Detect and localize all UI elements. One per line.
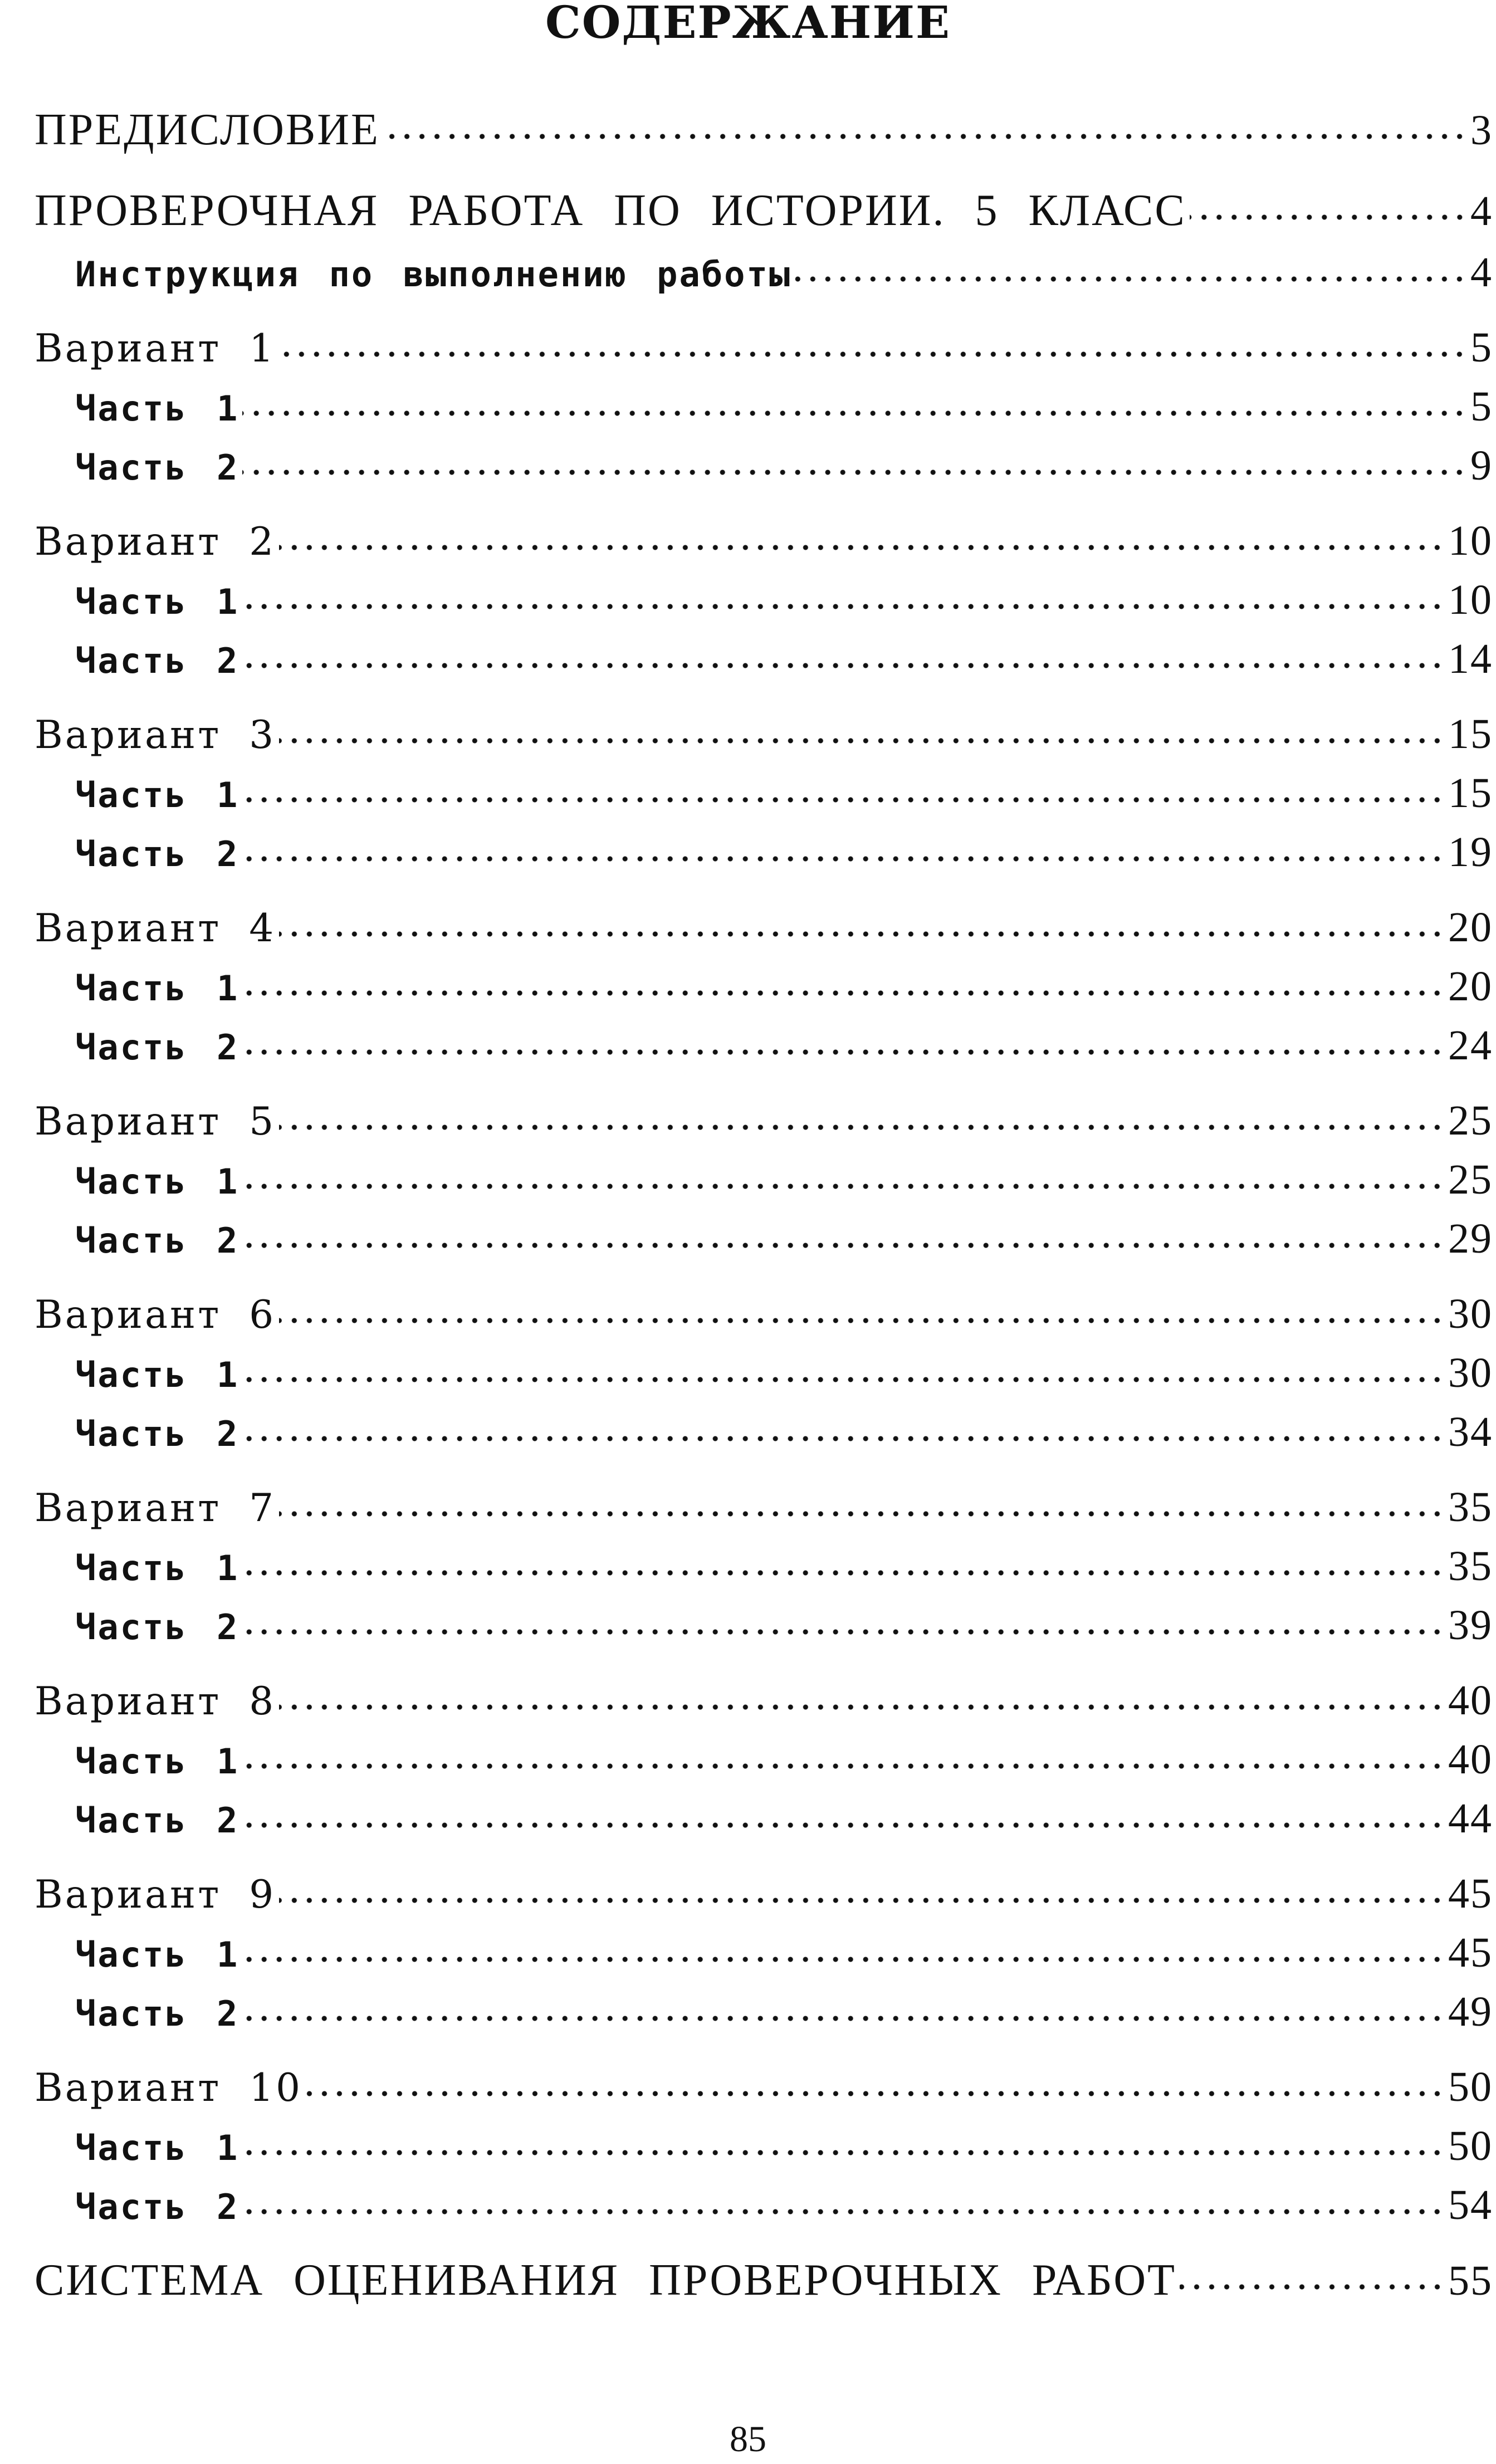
toc-entry-label: Вариант 10 [35, 2066, 303, 2110]
toc-entry-variant[interactable] [35, 1675, 1493, 1726]
toc-entry-label: Вариант 1 [35, 326, 276, 371]
dot-leader [279, 1895, 1445, 1906]
toc-entry-part[interactable] [75, 633, 1493, 685]
toc-entry-page: 4 [1470, 249, 1493, 296]
toc-entry-label: Часть 1 [75, 775, 239, 815]
toc-entry-label: Часть 1 [75, 1161, 239, 1202]
toc-entry-label: ПРЕДИСЛОВИЕ [35, 105, 380, 154]
dot-leader [242, 2147, 1445, 2158]
toc-entry-label: Часть 2 [75, 1220, 239, 1261]
toc-entry-variant[interactable] [35, 708, 1493, 760]
dot-leader [279, 928, 1445, 940]
dot-leader [279, 1122, 1445, 1133]
toc-entry-part[interactable] [75, 1406, 1493, 1458]
toc-entry-label: Часть 2 [75, 1993, 239, 2034]
toc-entry-grading-system[interactable] [35, 2255, 1493, 2306]
toc-entry-variant[interactable] [35, 1482, 1493, 1533]
toc-entry-part[interactable] [75, 440, 1493, 491]
dot-leader [242, 1626, 1445, 1637]
toc-entry-label: Часть 1 [75, 1934, 239, 1975]
toc-entry-part[interactable] [75, 1927, 1493, 1978]
toc-entry-preface[interactable] [35, 104, 1493, 155]
toc-entry-part[interactable] [75, 574, 1493, 625]
toc-entry-instructions[interactable] [75, 247, 1493, 298]
toc-entry-label: Часть 2 [75, 1607, 239, 1647]
toc-entry-page: 29 [1448, 1215, 1493, 1262]
toc-entry-page: 5 [1470, 324, 1493, 371]
dot-leader [383, 131, 1467, 142]
dot-leader [279, 349, 1467, 360]
toc-entry-label: Часть 1 [75, 1741, 239, 1782]
dot-leader [242, 794, 1445, 805]
toc-entry-page: 45 [1448, 1929, 1493, 1976]
dot-leader [242, 1240, 1445, 1251]
toc-entry-page: 14 [1448, 635, 1493, 682]
toc-entry-part[interactable] [75, 1347, 1493, 1399]
toc-entry-label: Часть 1 [75, 1355, 239, 1395]
dot-leader [242, 987, 1445, 999]
toc-entry-label: Часть 2 [75, 1414, 239, 1454]
toc-entry-label: Инструкция по выполнению работы [75, 254, 792, 295]
toc-entry-page: 40 [1448, 1677, 1493, 1724]
toc-entry-part[interactable] [75, 1020, 1493, 1071]
toc-entry-label: СИСТЕМА ОЦЕНИВАНИЯ ПРОВЕРОЧНЫХ РАБОТ [35, 2256, 1176, 2305]
toc-entry-label: Вариант 6 [35, 1293, 276, 1337]
toc-entry-page: 10 [1448, 517, 1493, 564]
dot-leader [242, 1181, 1445, 1192]
toc-entry-label: Часть 1 [75, 581, 239, 622]
toc-entry-part[interactable] [75, 1154, 1493, 1205]
toc-entry-part[interactable] [75, 827, 1493, 878]
page-number: 85 [730, 2419, 766, 2460]
toc-entry-part[interactable] [75, 1541, 1493, 1592]
dot-leader [242, 1820, 1445, 1831]
toc-entry-page: 39 [1448, 1602, 1493, 1649]
toc-entry-page: 50 [1448, 2064, 1493, 2110]
dot-leader [242, 1433, 1445, 1444]
dot-leader [279, 1508, 1445, 1519]
toc-entry-label: Часть 1 [75, 2128, 239, 2168]
toc-entry-label: Вариант 4 [35, 906, 276, 951]
dot-leader [242, 601, 1445, 612]
toc-entry-page: 3 [1470, 107, 1493, 154]
toc-entry-page: 9 [1470, 442, 1493, 489]
dot-leader [242, 2206, 1445, 2217]
toc-entry-label: ПРОВЕРОЧНАЯ РАБОТА ПО ИСТОРИИ. 5 КЛАСС [35, 186, 1186, 235]
toc-entry-page: 30 [1448, 1290, 1493, 1337]
toc-entry-page: 55 [1448, 2257, 1493, 2304]
toc-entry-page: 20 [1448, 963, 1493, 1010]
toc-entry-page: 40 [1448, 1736, 1493, 1783]
toc-entry-page: 35 [1448, 1484, 1493, 1531]
dot-leader [279, 1702, 1445, 1713]
dot-leader [306, 2088, 1445, 2099]
dot-leader [279, 735, 1445, 746]
dot-leader [242, 408, 1467, 419]
toc-entry-label: Вариант 2 [35, 520, 276, 564]
page-title: СОДЕРЖАНИЕ [545, 0, 951, 48]
toc-entry-label: Часть 2 [75, 1027, 239, 1068]
dot-leader [1190, 212, 1467, 223]
toc-entry-part[interactable] [75, 1600, 1493, 1651]
toc-entry-variant[interactable] [35, 2061, 1493, 2113]
toc-entry-label: Часть 2 [75, 1800, 239, 1841]
dot-leader [279, 542, 1445, 553]
toc-entry-label: Часть 1 [75, 388, 239, 429]
dot-leader [242, 660, 1445, 671]
toc-entry-page: 4 [1470, 188, 1493, 234]
toc-entry-part[interactable] [75, 2120, 1493, 2172]
toc-entry-label: Вариант 5 [35, 1099, 276, 1144]
toc-entry-label: Вариант 9 [35, 1873, 276, 1917]
toc-entry-label: Вариант 3 [35, 713, 276, 757]
toc-entry-variant[interactable] [35, 515, 1493, 566]
dot-leader [242, 467, 1467, 478]
toc-entry-page: 5 [1470, 383, 1493, 430]
toc-entry-part[interactable] [75, 1213, 1493, 1264]
toc-entry-page: 50 [1448, 2123, 1493, 2169]
dot-leader [242, 1374, 1445, 1385]
dot-leader [242, 2013, 1445, 2024]
dot-leader [242, 1567, 1445, 1578]
toc-entry-page: 15 [1448, 711, 1493, 757]
toc-entry-label: Часть 1 [75, 968, 239, 1009]
toc-entry-label: Вариант 7 [35, 1486, 276, 1531]
toc-entry-label: Часть 2 [75, 447, 239, 488]
toc-entry-main-section[interactable] [35, 185, 1493, 236]
dot-leader [242, 1954, 1445, 1965]
toc-entry-variant[interactable] [35, 1288, 1493, 1339]
toc-entry-part[interactable] [75, 1734, 1493, 1785]
toc-entry-label: Вариант 8 [35, 1679, 276, 1724]
toc-entry-page: 15 [1448, 770, 1493, 817]
toc-entry-label: Часть 1 [75, 1548, 239, 1588]
toc-entry-part[interactable] [75, 961, 1493, 1012]
dot-leader [1180, 2281, 1445, 2292]
toc-entry-page: 44 [1448, 1795, 1493, 1842]
toc-entry-part[interactable] [75, 381, 1493, 432]
toc-entry-variant[interactable] [35, 902, 1493, 953]
toc-entry-part[interactable] [75, 1986, 1493, 2037]
toc-entry-page: 25 [1448, 1156, 1493, 1203]
toc-entry-label: Часть 2 [75, 641, 239, 681]
toc-entry-page: 20 [1448, 904, 1493, 951]
toc-entry-label: Часть 2 [75, 834, 239, 874]
dot-leader [242, 1761, 1445, 1772]
toc-entry-page: 30 [1448, 1350, 1493, 1396]
dot-leader [242, 1047, 1445, 1058]
toc-entry-page: 19 [1448, 829, 1493, 876]
toc-entry-part[interactable] [75, 1793, 1493, 1844]
toc-entry-part[interactable] [75, 2179, 1493, 2231]
toc-entry-page: 10 [1448, 576, 1493, 623]
toc-entry-page: 25 [1448, 1097, 1493, 1144]
toc-entry-part[interactable] [75, 767, 1493, 819]
toc-entry-variant[interactable] [35, 1095, 1493, 1146]
dot-leader [795, 273, 1467, 285]
dot-leader [242, 853, 1445, 864]
toc-entry-page: 45 [1448, 1870, 1493, 1917]
toc-entry-variant[interactable] [35, 1868, 1493, 1919]
toc-entry-page: 34 [1448, 1409, 1493, 1455]
toc-entry-page: 35 [1448, 1543, 1493, 1590]
dot-leader [279, 1315, 1445, 1326]
toc-entry-page: 54 [1448, 2182, 1493, 2228]
toc-entry-page: 49 [1448, 1988, 1493, 2035]
toc-entry-variant[interactable] [35, 322, 1493, 373]
toc-entry-label: Часть 2 [75, 2187, 239, 2227]
toc-entry-page: 24 [1448, 1022, 1493, 1069]
